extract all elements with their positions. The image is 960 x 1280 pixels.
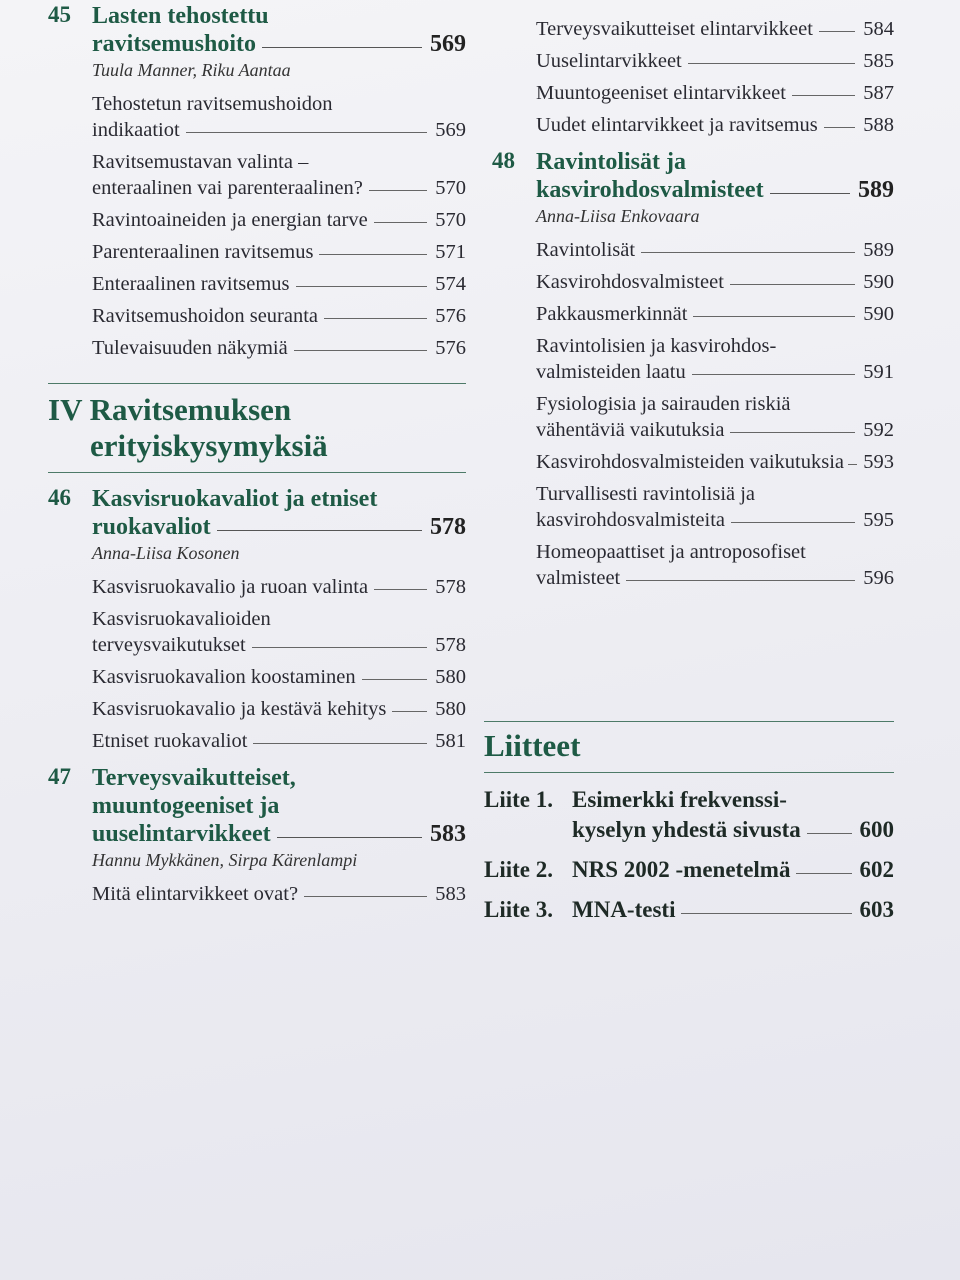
appendix-item: Liite 2. NRS 2002 -menetelmä 602 xyxy=(484,855,894,885)
toc-entry: Fysiologisia ja sairauden riskiä vähentäviä vaikutuksia 592 xyxy=(536,393,894,441)
chapter-authors: Hannu Mykkänen, Sirpa Kärenlampi xyxy=(92,850,358,870)
page-number: 576 xyxy=(435,305,466,327)
toc-entry: Ravintolisät 589 xyxy=(536,239,894,261)
toc-entry: Ravintoaineiden ja energian tarve 570 xyxy=(92,209,466,231)
chapter-number: 48 xyxy=(492,148,515,173)
page-number: 592 xyxy=(863,419,894,441)
appendix-item: Liite 1. Esimerkki frekvenssi- kyselyn yhdestä sivusta 600 xyxy=(484,785,894,845)
toc-entry: Uudet elintarvikkeet ja ravitsemus 588 xyxy=(536,114,894,136)
toc-entry: Enteraalinen ravitsemus 574 xyxy=(92,273,466,295)
toc-entry: Pakkausmerkinnät 590 xyxy=(536,303,894,325)
page-number: 600 xyxy=(859,817,894,842)
toc-entry: Ravitsemustavan valinta – enteraalinen vai parenteraalinen? 570 xyxy=(92,151,466,199)
toc-entry: Ravintolisien ja kasvirohdos- valmisteiden laatu 591 xyxy=(536,335,894,383)
chapter-number: 46 xyxy=(48,485,71,510)
page-number: 570 xyxy=(435,177,466,199)
toc-entry: Tehostetun ravitsemushoidon indikaatiot 569 xyxy=(92,93,466,141)
toc-entry: Terveysvaikutteiset elintarvikkeet 584 xyxy=(536,18,894,40)
chapter-authors: Anna-Liisa Kosonen xyxy=(92,543,240,563)
page-number: 589 xyxy=(863,239,894,261)
toc-entry: Kasvisruokavalioiden terveysvaikutukset 578 xyxy=(92,608,466,656)
page-number: 583 xyxy=(430,821,466,847)
page-number: 602 xyxy=(859,857,894,882)
page-number: 578 xyxy=(430,514,466,540)
toc-entry: Muuntogeeniset elintarvikkeet 587 xyxy=(536,82,894,104)
page-number: 587 xyxy=(863,82,894,104)
chapter-number: 47 xyxy=(48,764,71,789)
toc-entry: Ravitsemushoidon seuranta 576 xyxy=(92,305,466,327)
page-number: 595 xyxy=(863,509,894,531)
section-divider xyxy=(484,772,894,773)
toc-entry: Turvallisesti ravintolisiä ja kasvirohdosvalmisteita 595 xyxy=(536,483,894,531)
chapter-number: 45 xyxy=(48,2,71,27)
page-number: 603 xyxy=(859,897,894,922)
left-column xyxy=(48,0,466,913)
toc-entry: Kasvisruokavalio ja kestävä kehitys 580 xyxy=(92,698,466,720)
appendix-item: Liite 3. MNA-testi 603 xyxy=(484,895,894,925)
chapter-title: Lasten tehostettu ravitsemushoito 569 xyxy=(92,3,466,57)
toc-entry: Kasvisruokavalion koostaminen 580 xyxy=(92,666,466,688)
toc-entry: Kasvirohdosvalmisteet 590 xyxy=(536,271,894,293)
chapter-authors: Tuula Manner, Riku Aantaa xyxy=(92,60,291,80)
page-number: 569 xyxy=(435,119,466,141)
page-number: 590 xyxy=(863,303,894,325)
chapter-47 xyxy=(48,764,466,907)
chapter-authors: Anna-Liisa Enkovaara xyxy=(536,206,700,226)
chapter-48 xyxy=(492,148,894,591)
page-number: 580 xyxy=(435,666,466,688)
chapter-45 xyxy=(48,2,466,361)
page-number: 578 xyxy=(435,576,466,598)
toc-entry: Mitä elintarvikkeet ovat? 583 xyxy=(92,883,466,905)
page-number: 584 xyxy=(863,18,894,40)
section-divider xyxy=(48,472,466,473)
chapter-46 xyxy=(48,485,466,754)
chapter-title: Ravintolisät ja kasvirohdosvalmisteet 589 xyxy=(536,149,894,203)
appendix-title: Liitteet xyxy=(484,728,581,763)
section-divider xyxy=(48,383,466,384)
page-number: 574 xyxy=(435,273,466,295)
chapter-title: Kasvisruokavaliot ja etniset ruokavaliot 578 xyxy=(92,486,466,540)
page-number: 571 xyxy=(435,241,466,263)
page-number: 581 xyxy=(435,730,466,752)
toc-entry: Homeopaattiset ja antroposofiset valmisteet 596 xyxy=(536,541,894,589)
toc-entry: Parenteraalinen ravitsemus 571 xyxy=(92,241,466,263)
page-number: 580 xyxy=(435,698,466,720)
page-number: 583 xyxy=(435,883,466,905)
toc-entry: Uuselintarvikkeet 585 xyxy=(536,50,894,72)
right-column xyxy=(484,0,894,935)
page-number: 570 xyxy=(435,209,466,231)
toc-entry: Kasvirohdosvalmisteiden vaikutuksia 593 xyxy=(536,451,894,473)
page-number: 585 xyxy=(863,50,894,72)
page-number: 588 xyxy=(863,114,894,136)
page-number: 596 xyxy=(863,567,894,589)
page-number: 589 xyxy=(858,177,894,203)
chapter-title: Terveysvaikutteiset, muuntogeeniset ja uuselintarvikkeet 583 xyxy=(92,765,466,847)
page-number: 591 xyxy=(863,361,894,383)
toc-entry: Kasvisruokavalio ja ruoan valinta 578 xyxy=(92,576,466,598)
section-divider xyxy=(484,721,894,722)
toc-entry: Etniset ruokavaliot 581 xyxy=(92,730,466,752)
page-number: 576 xyxy=(435,337,466,359)
page-number: 593 xyxy=(863,451,894,473)
toc-entry: Tulevaisuuden näkymiä 576 xyxy=(92,337,466,359)
page-number: 590 xyxy=(863,271,894,293)
page-number: 578 xyxy=(435,634,466,656)
part-title: IV Ravitsemuksen erityiskysymyksiä xyxy=(48,392,328,463)
page-number: 569 xyxy=(430,31,466,57)
